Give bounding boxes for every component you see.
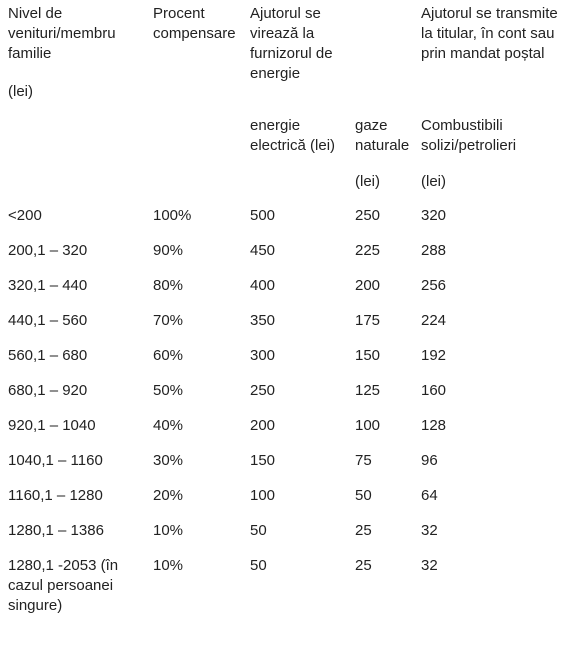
cell-gaze: 150 <box>355 347 381 364</box>
subheader-combustibili-line2: solizi/petrolieri <box>421 137 517 154</box>
header-venit-line2: venituri/membru <box>8 25 116 42</box>
subheader-energie-line2: electrică (lei) <box>250 137 336 154</box>
cell-combustibili: 128 <box>421 417 447 434</box>
cell-venit: 560,1 – 680 <box>8 347 88 364</box>
cell-combustibili: 192 <box>421 347 447 364</box>
cell-combustibili: 64 <box>421 487 438 504</box>
cell-venit-line3: singure) <box>8 597 63 614</box>
cell-energie: 50 <box>250 522 267 539</box>
cell-combustibili: 32 <box>421 557 438 574</box>
header-furnizor-line1: Ajutorul se <box>250 5 321 22</box>
cell-procent: 50% <box>153 382 184 399</box>
cell-gaze: 25 <box>355 522 372 539</box>
header-titular-line3: prin mandat poștal <box>421 45 545 62</box>
cell-venit: 200,1 – 320 <box>8 242 88 259</box>
cell-energie: 150 <box>250 452 276 469</box>
header-titular-line1: Ajutorul se transmite <box>421 5 558 22</box>
cell-combustibili: 160 <box>421 382 447 399</box>
header-titular-line2: la titular, în cont sau <box>421 25 555 42</box>
cell-gaze: 225 <box>355 242 381 259</box>
cell-energie: 400 <box>250 277 276 294</box>
cell-venit: 920,1 – 1040 <box>8 417 96 434</box>
cell-venit: 1160,1 – 1280 <box>8 487 103 504</box>
cell-procent: 10% <box>153 522 184 539</box>
header-furnizor-line2: virează la <box>250 25 315 42</box>
cell-energie: 350 <box>250 312 276 329</box>
cell-combustibili: 288 <box>421 242 447 259</box>
cell-procent: 40% <box>153 417 184 434</box>
cell-combustibili: 224 <box>421 312 447 329</box>
cell-procent: 80% <box>153 277 184 294</box>
cell-combustibili: 96 <box>421 452 438 469</box>
header-furnizor-line3: furnizorul de <box>250 45 333 62</box>
cell-procent: 70% <box>153 312 184 329</box>
cell-venit: 1040,1 – 1160 <box>8 452 103 469</box>
cell-procent: 10% <box>153 557 184 574</box>
cell-venit: <200 <box>8 207 42 224</box>
cell-energie: 250 <box>250 382 276 399</box>
cell-procent: 60% <box>153 347 184 364</box>
cell-procent: 20% <box>153 487 184 504</box>
cell-energie: 500 <box>250 207 276 224</box>
cell-combustibili: 256 <box>421 277 447 294</box>
subheader-energie-line1: energie <box>250 117 301 134</box>
header-venit-unit: (lei) <box>8 83 33 100</box>
cell-gaze: 125 <box>355 382 381 399</box>
cell-venit-line1: 1280,1 -2053 (în <box>8 557 119 574</box>
cell-procent: 100% <box>153 207 192 224</box>
cell-procent: 30% <box>153 452 184 469</box>
header-venit-line3: familie <box>8 45 52 62</box>
cell-venit: 1280,1 – 1386 <box>8 522 104 539</box>
header-venit-line1: Nivel de <box>8 5 63 22</box>
cell-venit: 680,1 – 920 <box>8 382 88 399</box>
subheader-combustibili-line1: Combustibili <box>421 117 503 134</box>
header-furnizor-line4: energie <box>250 65 301 82</box>
cell-gaze: 50 <box>355 487 372 504</box>
cell-gaze: 75 <box>355 452 372 469</box>
subheader-gaze-line2: naturale <box>355 137 410 154</box>
cell-combustibili: 320 <box>421 207 447 224</box>
cell-gaze: 175 <box>355 312 381 329</box>
subheader-combustibili-unit: (lei) <box>421 173 446 190</box>
subheader-gaze-line1: gaze <box>355 117 388 134</box>
header-procent-line1: Procent <box>153 5 205 22</box>
cell-venit-line2: cazul persoanei <box>8 577 114 594</box>
cell-gaze: 200 <box>355 277 381 294</box>
cell-energie: 100 <box>250 487 276 504</box>
cell-energie: 450 <box>250 242 276 259</box>
cell-venit: 320,1 – 440 <box>8 277 88 294</box>
cell-energie: 300 <box>250 347 276 364</box>
cell-energie: 200 <box>250 417 276 434</box>
cell-gaze: 100 <box>355 417 381 434</box>
subheader-gaze-unit: (lei) <box>355 173 380 190</box>
header-procent-line2: compensare <box>153 25 236 42</box>
cell-gaze: 25 <box>355 557 372 574</box>
cell-gaze: 250 <box>355 207 381 224</box>
cell-combustibili: 32 <box>421 522 438 539</box>
cell-procent: 90% <box>153 242 184 259</box>
cell-venit: 440,1 – 560 <box>8 312 88 329</box>
cell-energie: 50 <box>250 557 267 574</box>
